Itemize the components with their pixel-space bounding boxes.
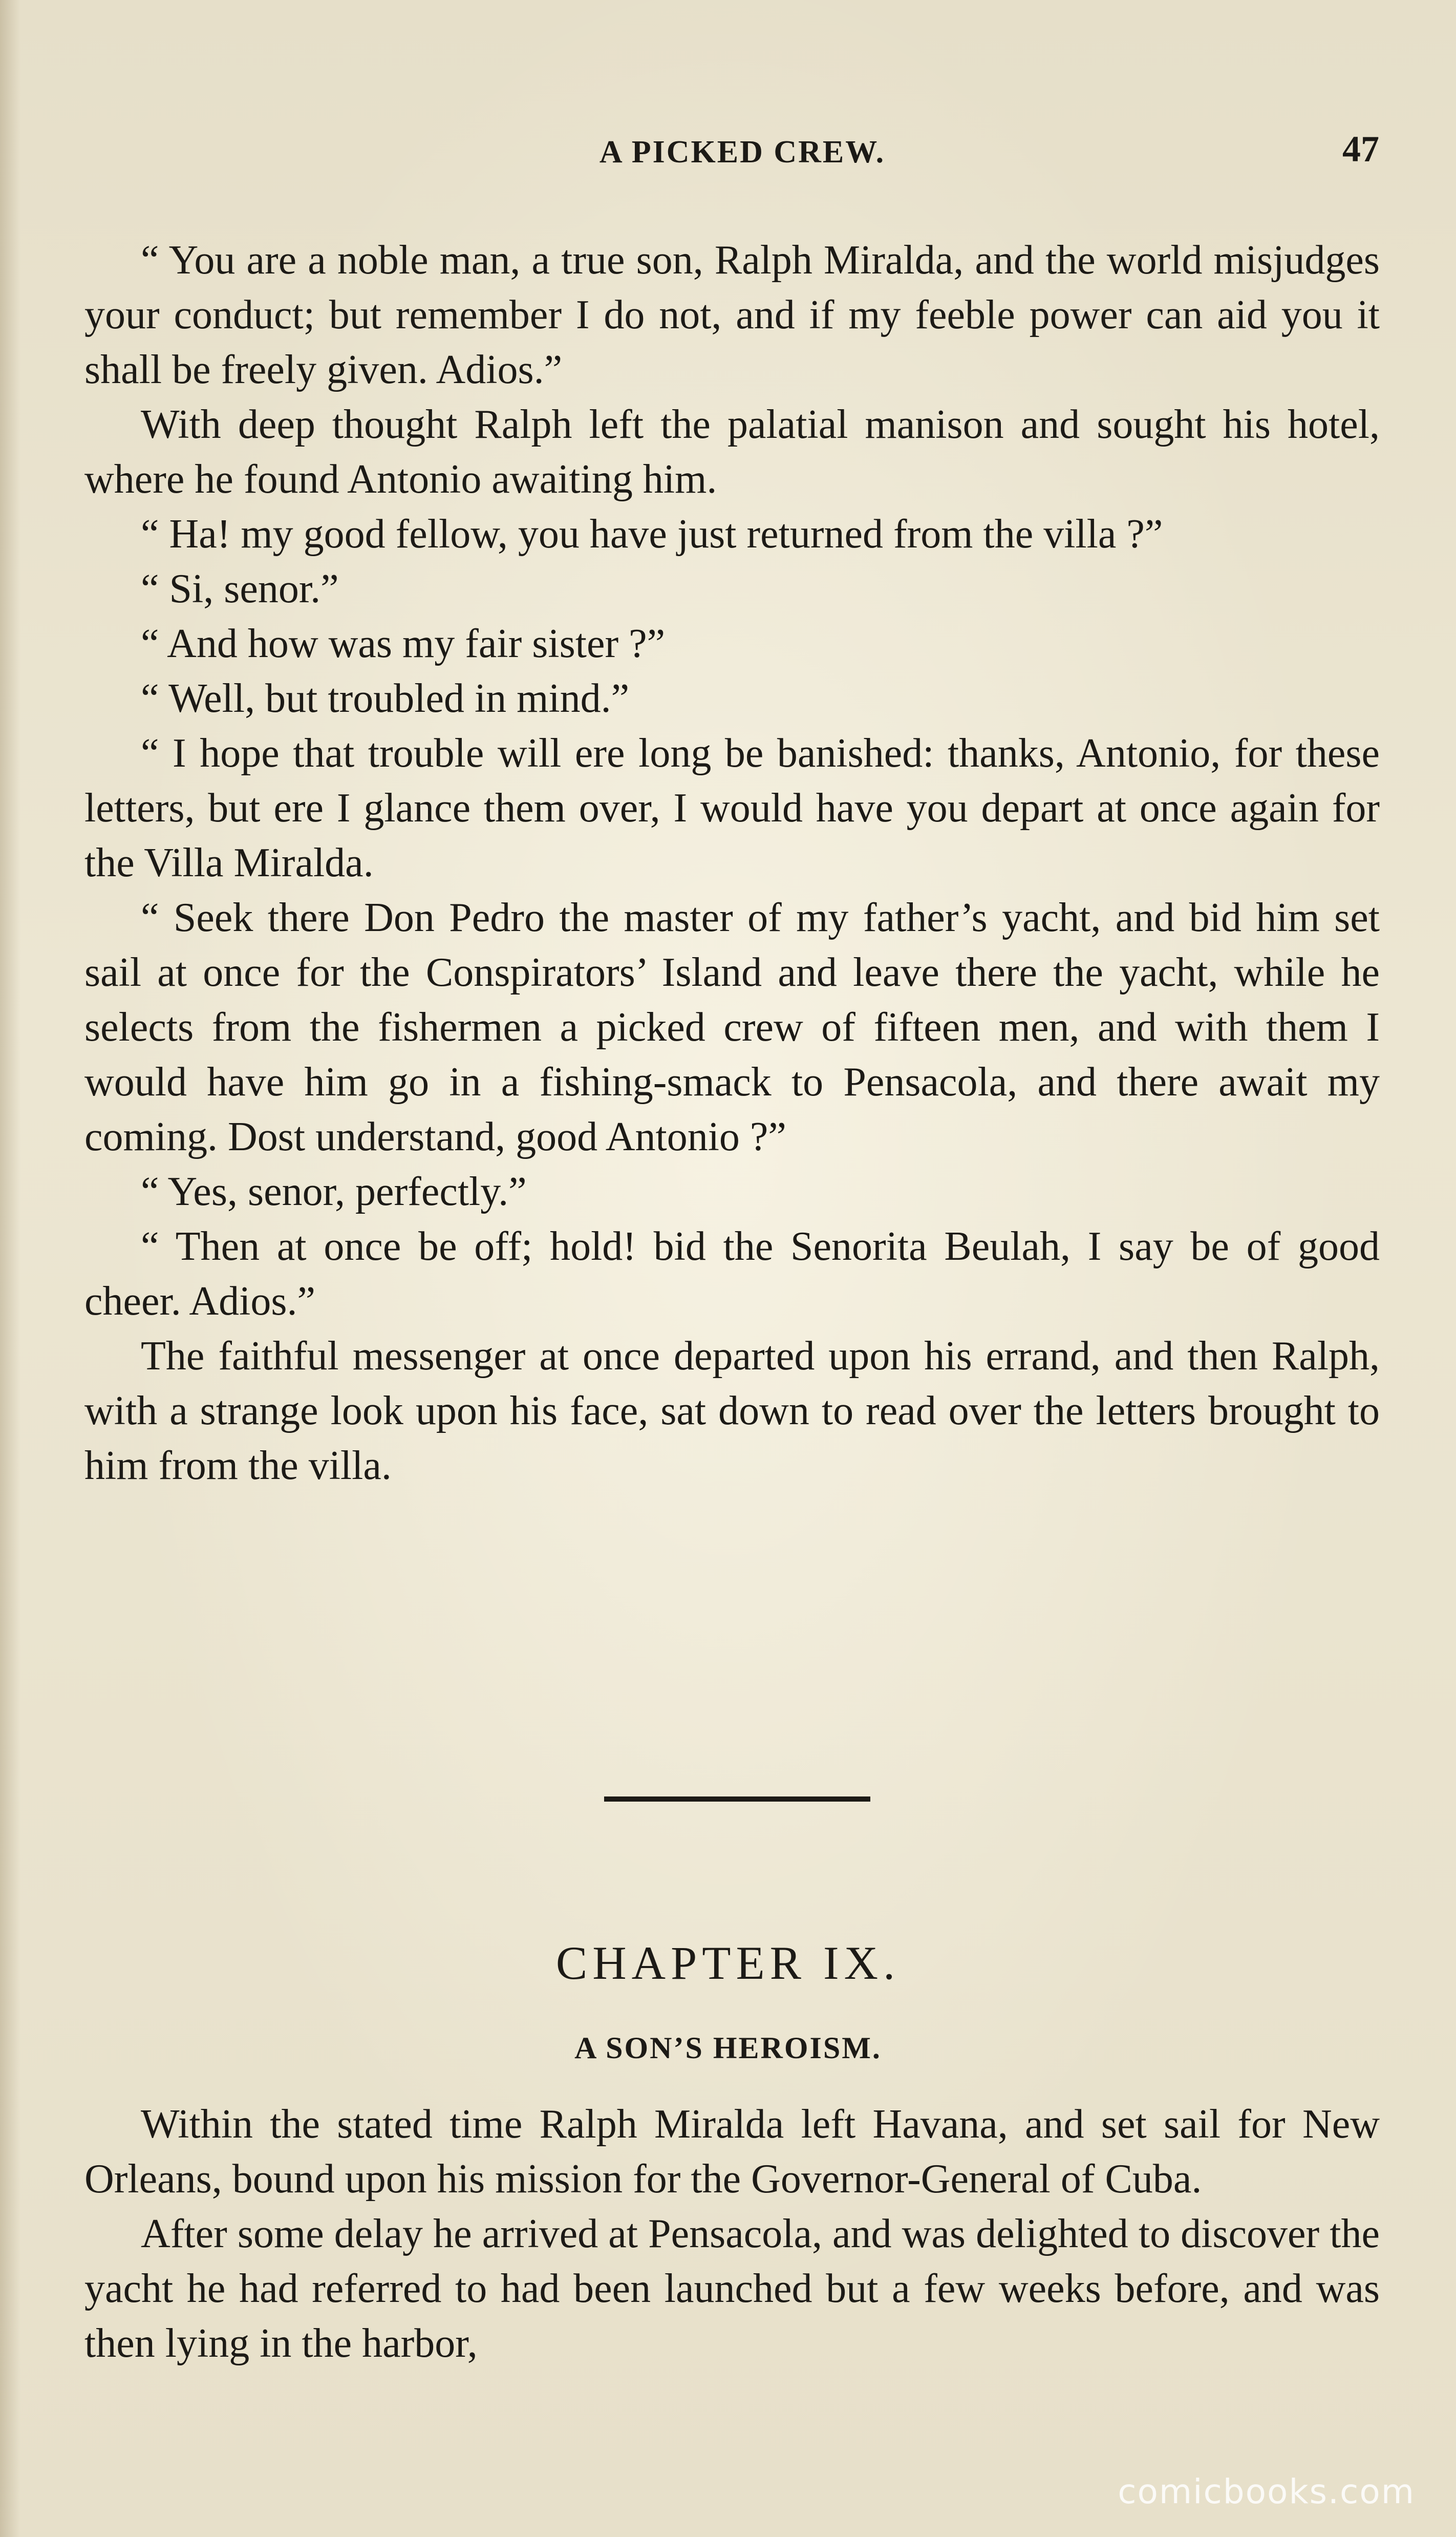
paragraph: After some delay he arrived at Pensacola, and was delighted to discover the yacht he had referred to had been launched but a few weeks before, and was then lying in the harbor,: [84, 2211, 1380, 2366]
paragraph: The faithful messenger at once departed upon his errand, and then Ralph, with a strange look upon his face, sat down to read over the letters brought to him from the villa.: [84, 1334, 1380, 1488]
chapter-subtitle: A SON’S HEROISM.: [574, 2031, 882, 2065]
paragraph: “ Yes, senor, perfectly.”: [141, 1169, 527, 1214]
section-divider: [604, 1796, 870, 1802]
paragraph: With deep thought Ralph left the palatial manison and sought his hotel, where he found Antonio awaiting him.: [84, 402, 1380, 502]
page-edge-shadow: [0, 0, 20, 2537]
paragraph: “ Then at once be off; hold! bid the Senorita Beulah, I say be of good cheer. Adios.”: [84, 1224, 1380, 1324]
paragraph: “ Well, but troubled in mind.”: [141, 676, 630, 721]
paragraph: “ And how was my fair sister ?”: [141, 621, 666, 666]
paragraph: “ You are a noble man, a true son, Ralph Miralda, and the world misjudges your conduct; but remember I do not, and if my feeble power can aid you it shall be freely given. Adios.”: [84, 238, 1380, 392]
chapter-body-bottom: [84, 2097, 1380, 2371]
paragraph: “ Seek there Don Pedro the master of my father’s yacht, and bid him set sail at once for the Conspirators’ Island and leave there the yacht, while he selects from the fishermen a picked crew of fifteen men, and with them I would have him go in a fishing-smack to Pensacola, and there await my coming. Dost understand, good Antonio ?”: [84, 895, 1380, 1159]
chapter-title: CHAPTER IX.: [555, 1937, 901, 1989]
watermark: comicbooks.com: [1118, 2472, 1415, 2511]
chapter-body-top: [84, 233, 1380, 1493]
paragraph: “ Ha! my good fellow, you have just returned from the villa ?”: [141, 512, 1163, 557]
paragraph: Within the stated time Ralph Miralda left Havana, and set sail for New Orleans, bound upon his mission for the Governor-General of Cuba.: [84, 2102, 1380, 2202]
running-head: A PICKED CREW.: [599, 135, 886, 170]
paragraph: “ I hope that trouble will ere long be banished: thanks, Antonio, for these letters, but ere I glance them over, I would have you depart at once again for the Villa Miralda.: [84, 731, 1380, 885]
paragraph: “ Si, senor.”: [141, 566, 339, 611]
page-number: 47: [1342, 129, 1379, 170]
